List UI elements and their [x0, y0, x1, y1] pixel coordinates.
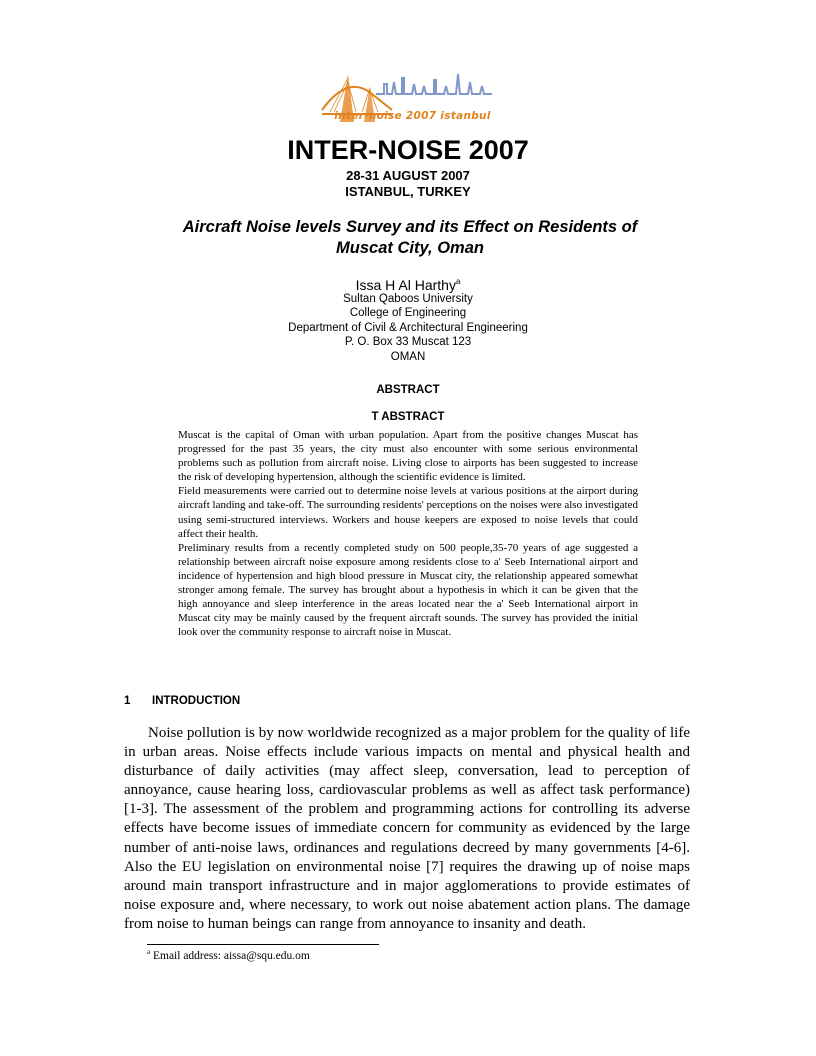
footnote-mark: a [147, 948, 151, 956]
section-heading-introduction [124, 695, 240, 707]
section-number: 1 [124, 695, 131, 707]
abstract-paragraph: Muscat is the capital of Oman with urban population. Apart from the positive changes Muscat has progressed for the past 35 years, the city must also encounter with some serious environmental problems such as pollution from aircraft noise. Living close to airports has been suggested to increase the risk of developing hypertension, although the scientific evidence is limited. [178, 429, 638, 484]
affiliation-line: College of Engineering [349, 307, 467, 320]
conference-title: INTER-NOISE 2007 [287, 135, 529, 165]
affiliation-block [0, 292, 816, 364]
affiliation-line: P. O. Box 33 Muscat 123 [344, 336, 472, 349]
conference-date: 28-31 AUGUST 2007 [346, 168, 470, 183]
author-footnote-mark: a [455, 277, 461, 286]
abstract-paragraph: Field measurements were carried out to determine noise levels at various positions at the airport during aircraft landing and take-off. The surrounding residents' perceptions on the noises were also investigated using semi-structured interviews. Workers and house keepers are exposed to noise levels that could affect their health. [178, 485, 638, 540]
affiliation-line: Department of Civil & Architectural Engineering [288, 321, 528, 334]
abstract-subheading: T ABSTRACT [371, 411, 445, 423]
paper-title: Aircraft Noise levels Survey and its Effect on Residents of Muscat City, Oman [182, 218, 638, 257]
affiliation-line: OMAN [390, 350, 426, 363]
abstract-body [178, 428, 638, 639]
section-title: INTRODUCTION [152, 695, 241, 707]
footnote-divider [147, 944, 379, 945]
author-line [0, 277, 816, 293]
footnote-text: Email address: aissa@squ.edu.om [152, 950, 310, 962]
footnote [147, 948, 310, 962]
introduction-paragraph: Noise pollution is by now worldwide recognized as a major problem for the quality of life in urban areas. Noise effects include various impacts on mental and physical health and disturbance of daily activities (may affect sleep, conversation, lead to perception of annoyance, cause hearing loss, cardiovascular problems as well as affect task performance) [1-3]. The assessment of the problem and programming actions for controlling its adverse effects have become issues of immediate concern for community as evidenced by the large number of anti-noise laws, ordinances and regulations decreed by many governments [4-6]. Also the EU legislation on environmental noise [7] requires the drawing up of noise maps around main transport infrastructure and in major agglomerations to provide estimates of noise exposure and, where necessary, to work out noise abatement action plans. The damage from noise to human beings can range from annoyance to insanity and death. [124, 725, 690, 932]
logo-text: inter-noise 2007 istanbul [334, 110, 491, 122]
affiliation-line: Sultan Qaboos University [343, 293, 473, 305]
conference-place: ISTANBUL, TURKEY [345, 184, 471, 199]
abstract-paragraph: Preliminary results from a recently completed study on 500 people,35-70 years of age suggested a relationship between aircraft noise exposure among residents close to a' Seeb International airport and incidence of hypertension and high blood pressure in Muscat city, the relationship appeared somewhat stronger among female. The survey has brought about a hypothesis in which it can be given that the high annoyance and sleep interference in the areas located near the a' Seeb International airport in Muscat city may be mainly caused by the frequent aircraft sounds. The survey has provided the initial look over the community response to aircraft noise in Muscat. [178, 541, 638, 639]
abstract-heading: ABSTRACT [376, 384, 440, 396]
author-name: Issa H Al Harthy [355, 277, 456, 293]
